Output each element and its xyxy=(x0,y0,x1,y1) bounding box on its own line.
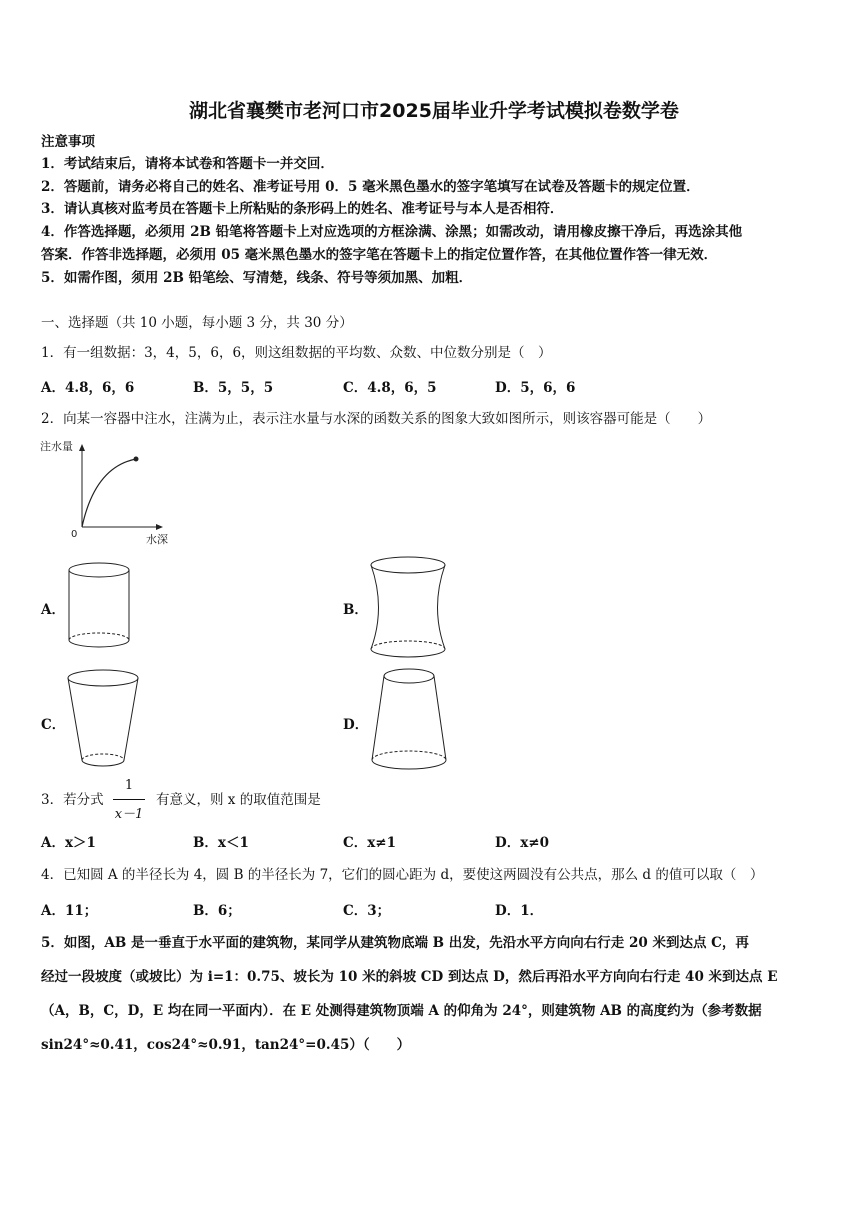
q3-option-c: C．x≠1 xyxy=(343,835,396,851)
notice-item-3: 3．请认真核对监考员在答题卡上所粘贴的条形码上的姓名、准考证号与本人是否相符． xyxy=(41,201,564,217)
notice-item-4: 4．作答选择题，必须用 2B 铅笔将答题卡上对应选项的方框涂满、涂黑；如需改动，请用橡皮擦干净后，再选涂其他 xyxy=(41,224,743,240)
q5-line-2: 经过一段坡度（或坡比）为 i=1：0.75、坡长为 10 米的斜坡 CD 到达点 D，然后再沿水平方向向右行走 40 米到达点 E xyxy=(41,969,778,985)
notice-item-2: 2．答题前，请务必将自己的姓名、准考证号用 0．5 毫米黑色墨水的签字笔填写在试卷及答题卡的规定位置． xyxy=(41,179,700,195)
origin-label: 0 xyxy=(71,529,78,540)
q2-option-d: D． xyxy=(343,717,369,733)
q2-stem: 2．向某一容器中注水，注满为止，表示注水量与水深的函数关系的图象大致如图所示，则该容器可能是（ ） xyxy=(41,411,712,427)
notice-item-1: 1．考试结束后，请将本试卷和答题卡一并交回． xyxy=(41,156,334,172)
container-concave xyxy=(366,553,452,661)
q1-option-c: C．4.8，6，5 xyxy=(343,380,437,396)
q2-option-a: A． xyxy=(41,602,65,618)
q4-option-d: D．1． xyxy=(495,903,544,919)
q1-option-b: B．5，5，5 xyxy=(193,380,274,396)
q5-line-4: sin24°≈0.41，cos24°≈0.91，tan24°=0.45）（ ） xyxy=(41,1037,411,1053)
q3-option-a: A．x＞1 xyxy=(41,835,96,851)
q5-line-3: （A，B，C，D，E 均在同一平面内）．在 E 处测得建筑物顶端 A 的仰角为 24°，则建筑物 AB 的高度约为（参考数据 xyxy=(41,1003,762,1019)
notice-item-4-cont: 答案．作答非选择题，必须用 05 毫米黑色墨水的签字笔在答题卡上的指定位置作答，在其他位置作答一律无效． xyxy=(41,247,718,263)
q3-fraction-bar xyxy=(113,799,145,800)
q4-option-c: C．3； xyxy=(343,903,391,919)
container-narrow-top xyxy=(368,664,450,776)
q3-option-d: D．x≠0 xyxy=(495,835,549,851)
x-axis-label: 水深 xyxy=(146,533,168,546)
curve xyxy=(82,459,136,527)
x-axis-arrow xyxy=(156,524,163,530)
notice-item-5: 5．如需作图，须用 2B 铅笔绘、写清楚，线条、符号等须加黑、加粗． xyxy=(41,270,473,286)
section-heading: 一、选择题（共 10 小题，每小题 3 分，共 30 分） xyxy=(41,315,353,331)
q3-denominator: x－1 xyxy=(114,807,144,822)
container-cylinder xyxy=(64,560,136,654)
q2-option-b: B． xyxy=(343,602,368,618)
q4-option-a: A．11； xyxy=(41,903,98,919)
q1-option-d: D．5，6，6 xyxy=(495,380,576,396)
curve-endpoint xyxy=(134,457,139,462)
q2-graph xyxy=(40,437,180,549)
container-wide-top xyxy=(64,666,144,774)
q3-numerator: 1 xyxy=(124,778,134,793)
q2-option-c: C． xyxy=(41,717,66,733)
q3-stem-a: 3．若分式 xyxy=(41,792,104,808)
q3-stem-b: 有意义，则 x 的取值范围是 xyxy=(156,792,321,808)
q1-stem: 1．有一组数据：3，4，5，6，6，则这组数据的平均数、众数、中位数分别是（ ） xyxy=(41,345,552,361)
q1-option-a: A．4.8，6，6 xyxy=(41,380,135,396)
q3-option-b: B．x＜1 xyxy=(193,835,249,851)
y-axis-arrow xyxy=(79,444,85,451)
q5-line-1: 5．如图，AB 是一垂直于水平面的建筑物，某同学从建筑物底端 B 出发，先沿水平方向向右行走 20 米到达点 C，再 xyxy=(41,935,749,951)
q4-stem: 4．已知圆 A 的半径长为 4，圆 B 的半径长为 7，它们的圆心距为 d，要使这两圆没有公共点，那么 d 的值可以取（ ） xyxy=(41,867,764,883)
notice-heading: 注意事项 xyxy=(41,134,95,150)
q4-option-b: B．6； xyxy=(193,903,241,919)
y-axis-label: 注水量 xyxy=(40,440,73,453)
page-title: 湖北省襄樊市老河口市2025届毕业升学考试模拟卷数学卷 xyxy=(189,100,679,122)
